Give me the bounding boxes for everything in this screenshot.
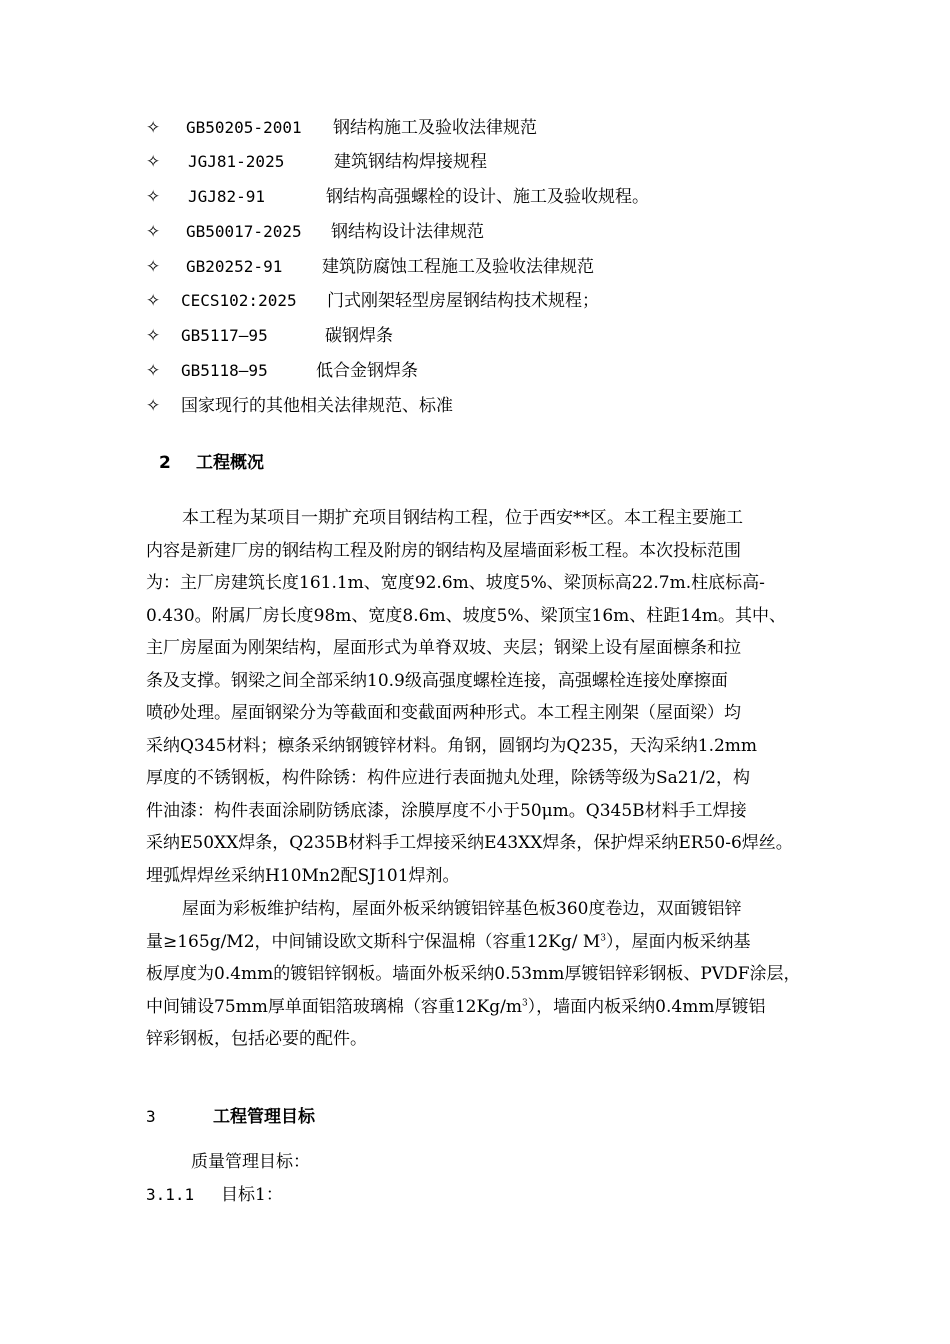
standard-title: 钢结构设计法律规范 <box>331 222 484 242</box>
paragraph-line: 为：主厂房建筑长度161.1m、宽度92.6m、坡度5%、梁顶标高22.7m.柱底标高- <box>146 573 765 593</box>
paragraph-line: 采纳Q345材料；檩条采纳钢镀锌材料。角钢，圆钢均为Q235，天沟采纳1.2mm <box>146 735 758 756</box>
standard-code: GB5117—95 <box>181 326 268 345</box>
diamond-bullet-icon: ✧ <box>146 361 161 381</box>
paragraph-line: 板厚度为0.4mm的镀铝锌钢板。墙面外板采纳0.53mm厚镀铝锌彩钢板、PVDF涂层， <box>146 964 801 984</box>
paragraph-line: 0.430。附属厂房长度98m、宽度8.6m、坡度5%、梁顶宝16m、柱距14m。其中、 <box>146 605 787 626</box>
standard-title: 国家现行的其他相关法律规范、标准 <box>181 396 453 416</box>
subsection-label: 质量管理目标： <box>191 1152 310 1172</box>
section-number: 3 <box>146 1107 156 1126</box>
standard-code: GB5118—95 <box>181 361 268 380</box>
section-number: 2 <box>159 453 171 473</box>
standard-title: 碳钢焊条 <box>325 326 393 346</box>
diamond-bullet-icon: ✧ <box>146 257 161 277</box>
item-number: 3.1.1 <box>146 1185 195 1204</box>
paragraph-line: 屋面为彩板维护结构，屋面外板采纳镀铝锌基色板360度卷边，双面镀铝锌 <box>182 899 742 919</box>
standard-title: 建筑钢结构焊接规程 <box>334 152 487 172</box>
standard-code: GB20252-91 <box>186 257 283 276</box>
diamond-bullet-icon: ✧ <box>146 187 161 207</box>
standard-code: CECS102:2025 <box>181 291 297 310</box>
item-label: 目标1： <box>221 1185 283 1205</box>
diamond-bullet-icon: ✧ <box>146 326 161 346</box>
paragraph-line: 厚度的不锈钢板，构件除锈：构件应进行表面抛丸处理，除锈等级为Sa21/2，构 <box>146 768 750 788</box>
paragraph-line: 主厂房屋面为刚架结构，屋面形式为单脊双坡、夹层；钢梁上设有屋面檩条和拉 <box>146 638 741 658</box>
paragraph-line: 埋弧焊焊丝采纳H10Mn2配SJ101焊剂。 <box>146 865 460 886</box>
paragraph-line: 喷砂处理。屋面钢梁分为等截面和变截面两种形式。本工程主刚架（屋面梁）均 <box>146 703 741 723</box>
paragraph-line: 量≥165g/M2，中间铺设欧文斯科宁保温棉（容重12Kg/ $M^3$），屋面内板采纳基 <box>146 931 751 952</box>
diamond-bullet-icon: ✧ <box>146 396 161 416</box>
section-title: 工程管理目标 <box>213 1107 315 1127</box>
paragraph-line: 本工程为某项目一期扩充项目钢结构工程，位于西安**区。本工程主要施工 <box>182 508 743 528</box>
standard-code: JGJ82-91 <box>188 187 266 206</box>
section-title: 工程概况 <box>196 453 264 473</box>
body-paragraph <box>146 893 836 1056</box>
paragraph-line: 中间铺设75mm厚单面铝箔玻璃棉（容重$12Kg/m^3$），墙面内板采纳0.4mm厚镀铝 <box>146 996 766 1017</box>
paragraph-line: 采纳E50XX焊条，Q235B材料手工焊接采纳E43XX焊条，保护焊采纳ER50-6焊丝。 <box>146 833 793 853</box>
standard-title: 钢结构施工及验收法律规范 <box>333 118 537 138</box>
standard-code: JGJ81-2025 <box>188 152 285 171</box>
standard-title: 低合金钢焊条 <box>316 361 418 381</box>
superscript: 3 <box>600 932 607 943</box>
standard-code: GB50205-2001 <box>186 118 302 137</box>
paragraph-line: 内容是新建厂房的钢结构工程及附房的钢结构及屋墙面彩板工程。本次投标范围 <box>146 540 741 561</box>
diamond-bullet-icon: ✧ <box>146 222 161 242</box>
standard-code: GB50017-2025 <box>186 222 302 241</box>
paragraph-line: 条及支撑。钢梁之间全部采纳10.9级高强度螺栓连接，高强螺栓连接处摩擦面 <box>146 670 728 691</box>
diamond-bullet-icon: ✧ <box>146 291 161 311</box>
superscript: 3 <box>521 997 528 1008</box>
diamond-bullet-icon: ✧ <box>146 118 161 138</box>
diamond-bullet-icon: ✧ <box>146 152 161 172</box>
standard-title: 建筑防腐蚀工程施工及验收法律规范 <box>322 257 594 277</box>
standard-title: 钢结构高强螺栓的设计、施工及验收规程。 <box>326 187 649 207</box>
paragraph-line: 件油漆：构件表面涂刷防锈底漆，涂膜厚度不小于50μm。Q345B材料手工焊接 <box>146 800 747 821</box>
paragraph-line: 锌彩钢板，包括必要的配件。 <box>146 1029 367 1049</box>
body-paragraph <box>146 502 836 892</box>
standard-title: 门式刚架轻型房屋钢结构技术规程； <box>327 291 599 311</box>
